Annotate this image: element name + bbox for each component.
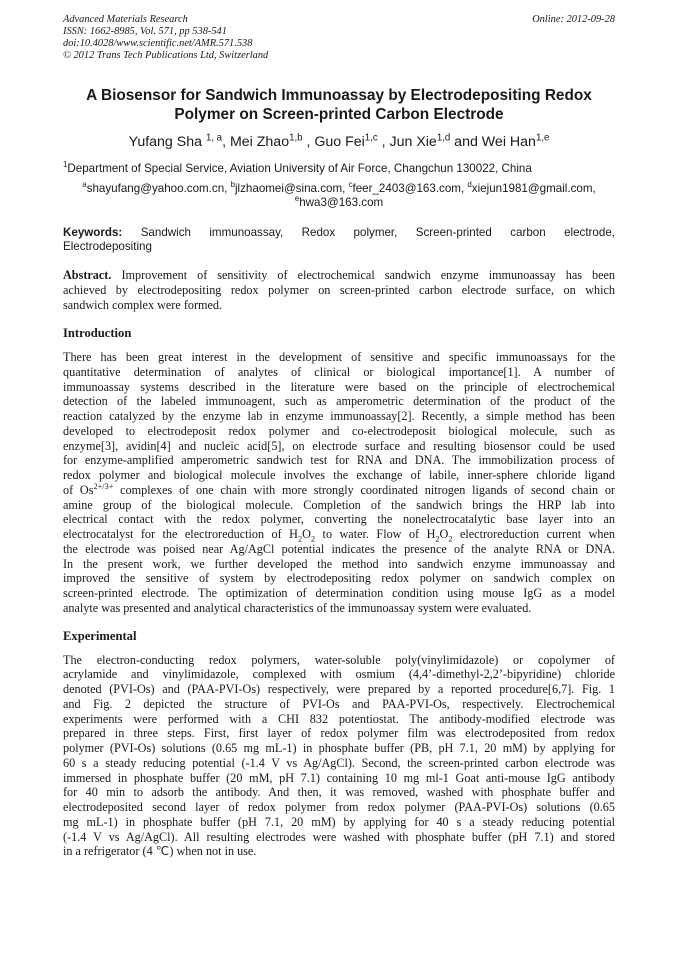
abstract-line: achieved by electrodepositing redox polymer on screen-printed carbon electrode surface, on which (63, 283, 615, 297)
paper-title (63, 86, 615, 124)
text-line: There has been great interest in the development of sensitive and specific immunoassays for the (63, 350, 615, 364)
text-line: improved the sensitive of system by electrodepositing redox polymer on sandwich complex on (63, 571, 615, 586)
author-name: Yufang Sha (128, 134, 203, 150)
keywords-text: Electrodepositing (63, 240, 152, 253)
author-sep: , (302, 134, 315, 150)
abstract-line: Abstract. Improvement of sensitivity of electrochemical sandwich enzyme immunoassay has been (63, 268, 615, 282)
text-line: and Fig. 2 depicted the structure of PVI-Os and PAA-PVI-Os, respectively. Electrochemical (63, 696, 615, 711)
email-mark: b (230, 180, 235, 190)
email-mark: e (294, 194, 300, 204)
text-line: (-1.4 V vs Ag/AgCl). All resulting electrodes were washed with phosphate buffer (pH 7.1) and stored (63, 829, 615, 844)
text-line: the electrode was poised near Ag/AgCl potential indicates the presence of the analyte RNA or DNA. (63, 541, 615, 556)
email-line (63, 182, 615, 196)
email-b: jlzhaomei@sina.com, (234, 182, 349, 195)
journal-copyright: © 2012 Trans Tech Publications Ltd, Switzerland (63, 50, 269, 61)
email-mark: d (467, 180, 472, 190)
section-heading-experimental: Experimental (63, 628, 137, 643)
journal-issn: ISSN: 1662-8985, Vol. 571, pp 538-541 (63, 26, 227, 37)
keywords-text: Sandwich immunoassay, Redox polymer, Screen-printed carbon electrode, (140, 226, 615, 239)
text-line: In the present work, we further developed the method into sandwich enzyme immunoassay and (63, 556, 615, 571)
online-date: Online: 2012-09-28 (532, 14, 615, 25)
text-line: screen-printed electrode. The optimization of determination condition using mouse IgG as a model (63, 586, 615, 600)
text-line: detection of the labeled immunoagent, such as amperometric determination of the product of the (63, 394, 615, 409)
text-line: mg mL-1) in phosphate buffer (pH 7.1, 20 mM) by applying for 40 s a steady reducing potential (63, 814, 615, 829)
text-line: The electron-conducting redox polymers, water-soluble poly(vinylimidazole) or copolymer of (63, 652, 615, 667)
abstract-label: Abstract. (63, 268, 112, 282)
text-line: quantitative determination of analytes of clinical or biological importance[1]. A number of (63, 364, 615, 379)
author-name: Jun Xie (389, 134, 437, 150)
text-line: developed to electrodeposit redox polymer and co-electrodeposit biological molecule, such as (63, 423, 615, 438)
oxidation-state: 2+/3+ (93, 481, 114, 491)
email-e: hwa3@163.com (299, 196, 384, 209)
author-sep: and (450, 134, 482, 150)
email-mark: a (82, 180, 87, 190)
text-line: electrodeposited second layer of redox polymer from redox polymer (PAA-PVI-Os) solutions (0.65 (63, 800, 615, 814)
author-affil-mark: 1,b (289, 132, 303, 144)
text-line: immunoassay systems described in the literature were based on the principle of electrochemical (63, 379, 615, 394)
affiliation (63, 162, 615, 176)
text-line: redox polymer and biological molecule involves the exchange of labile, inner-sphere chloride ligand (63, 468, 615, 482)
author-affil-mark: 1,c (364, 132, 378, 144)
keywords-line (63, 226, 615, 240)
text-line: 60 s a steady reducing potential (-1.4 V vs Ag/AgCl). Second, the screen-printed carbon electrode was (63, 755, 615, 770)
text-line: reaction catalyzed by the enzyme lab in enzyme immunoassay[2]. Recently, a simple method has been (63, 409, 615, 423)
email-a: shayufang@yahoo.com.cn, (86, 182, 231, 195)
section-heading-introduction: Introduction (63, 326, 132, 340)
author-sep: , (377, 134, 390, 150)
text-line: of $Os^{2+/3+}$ complexes of one chain with more strongly coordinated nitrogen ligands of second chain or (63, 481, 615, 497)
keywords-block (63, 226, 615, 254)
text-line: amine group of the biological molecule. Completion of the sandwich brings the HRP lab into (63, 497, 615, 512)
title-line: A Biosensor for Sandwich Immunoassay by Electrodepositing Redox (86, 87, 592, 104)
author-affil-mark: 1,d (436, 132, 451, 144)
email-list (63, 182, 615, 210)
email-mark: c (348, 180, 353, 190)
text-line: analyte was presented and analytical characteristics of the immunoassay system were evaluated. (63, 600, 532, 615)
abstract-line: sandwich complex were formed. (63, 298, 223, 312)
text-line: for enzyme-amplified amperometric sandwich test for RNA and DNA. The immobilization process of (63, 453, 615, 468)
paper-page (63, 14, 615, 859)
text-line: prepared in three steps. First, first layer of redox polymer film was electrodeposited from redox (63, 726, 615, 741)
journal-doi: doi:10.4028/www.scientific.net/AMR.571.538 (63, 38, 253, 49)
abstract-block (63, 268, 615, 313)
text-line: electrical contact with the redox polymer, converting the nonelectrocatalytic base layer into an (63, 512, 615, 527)
text-line: experiments were performed with a CHI 832 potentiostat. The antibody-modified electrode was (63, 711, 615, 726)
author-name: Mei Zhao (229, 134, 290, 150)
journal-name: Advanced Materials Research (63, 14, 188, 25)
email-d: xiejun1981@gmail.com, (471, 182, 596, 195)
introduction-paragraph (63, 350, 615, 616)
experimental-paragraph (63, 653, 615, 860)
author-sep: , (222, 134, 230, 150)
author-name: Wei Han (481, 134, 536, 150)
text-line: immersed in phosphate buffer (20 mM, pH 7.1) containing 10 mg ml-1 Goat anti-mouse IgG antibody (63, 770, 615, 785)
email-c: feer_2403@163.com, (352, 182, 468, 195)
text-line: for 40 min to adsorb the antibody. And then, it was removed, washed with phosphate buffer and (63, 785, 615, 800)
author-affil-mark: 1, a (205, 132, 223, 144)
affiliation-mark: 1 (63, 160, 68, 170)
title-line: Polymer on Screen-printed Carbon Electrode (174, 106, 504, 123)
keywords-label: Keywords: (63, 226, 123, 239)
author-name: Guo Fei (314, 134, 365, 150)
text-line: denoted (PVI-Os) and (PAA-PVI-Os) respectively, were prepared by a reported procedure[6,7]. Fig. 1 (63, 682, 615, 696)
author-affil-mark: 1,e (535, 132, 550, 144)
affiliation-text: Department of Special Service, Aviation University of Air Force, Changchun 130022, China (67, 162, 532, 175)
email-line (63, 196, 615, 210)
text-line: in a refrigerator (4 ℃) when not in use. (63, 844, 257, 859)
journal-header (63, 14, 615, 62)
text-line: acrylamide and vinylimidazole, complexed with osmium (4,4’-dimethyl-2,2’-bipyridine) chloride (63, 667, 615, 682)
author-list (63, 133, 615, 151)
text-line: enzyme[3], avidin[4] and nucleic acid[5], on electrode surface and resulting biosensor could be used (63, 438, 615, 453)
journal-info (63, 14, 268, 62)
text-line: polymer (PVI-Os) solutions (0.65 mg mL-1) in phosphate buffer (PB, pH 7.1, 20 mM) by applying for (63, 741, 615, 755)
text-line: electrocatalyst for the electroreduction of $H_2O_2$ to water. Flow of $H_2O_2$ electroreduction current when (63, 527, 615, 544)
